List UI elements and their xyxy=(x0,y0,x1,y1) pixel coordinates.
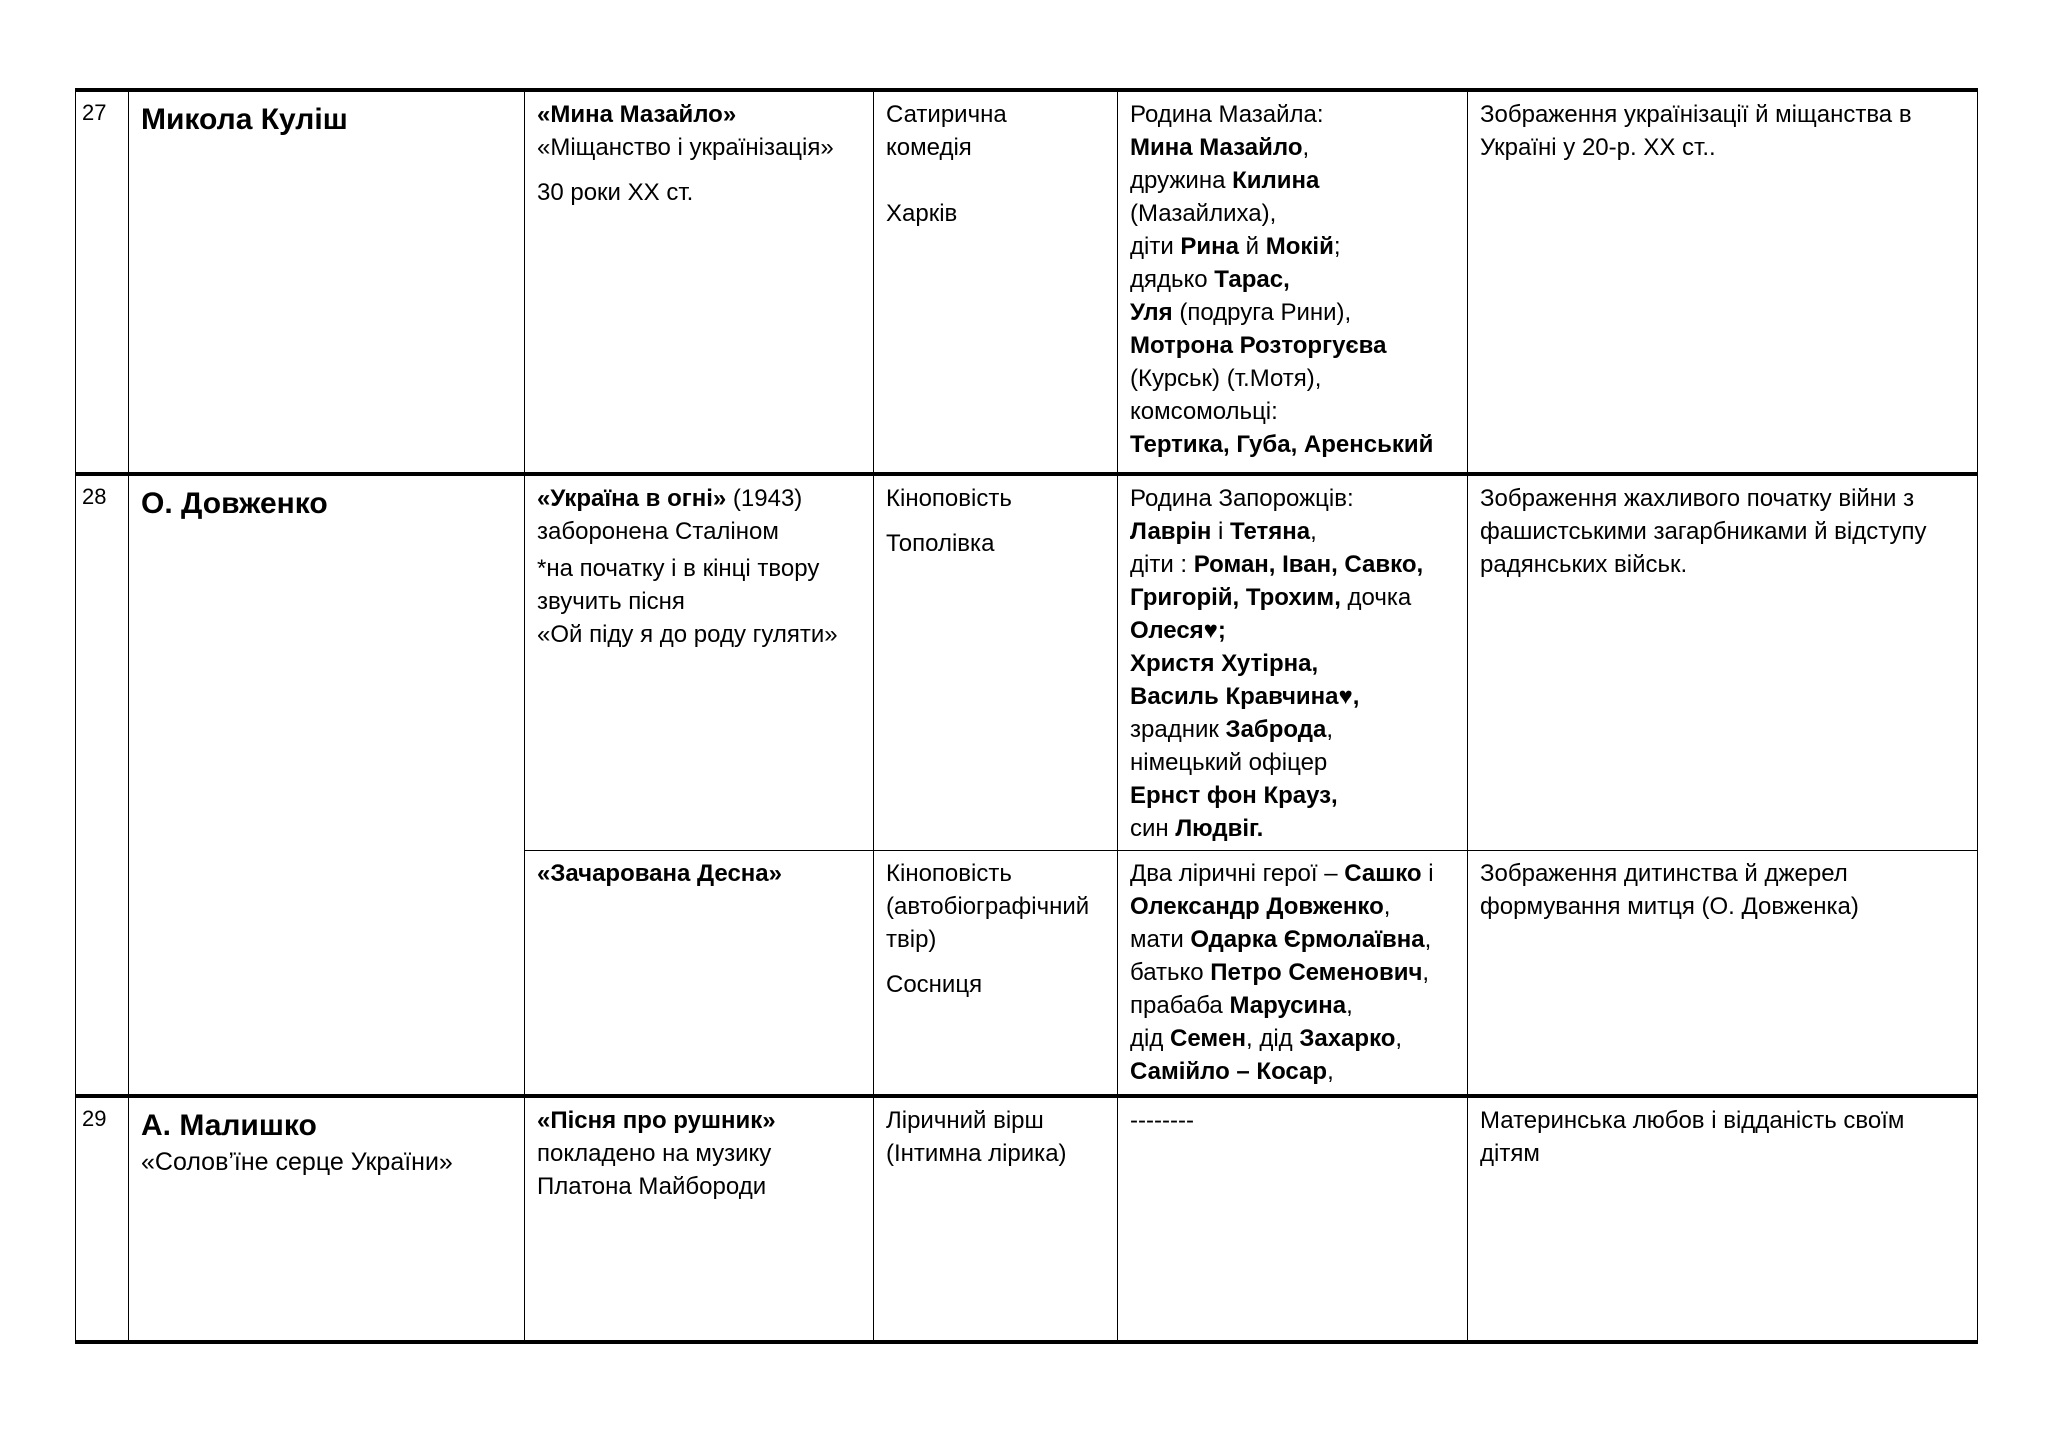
characters-cell xyxy=(1118,1096,1468,1342)
theme-line: фашистськими загарбниками й відступу xyxy=(1480,518,1927,545)
work-cell xyxy=(525,1096,874,1342)
character-line: зрадник Заброда, xyxy=(1130,716,1333,743)
author-cell xyxy=(129,474,525,1096)
character-line: комсомольці: xyxy=(1130,398,1278,425)
author-cell xyxy=(129,90,525,474)
character-line: дід Семен, дід Захарко, xyxy=(1130,1024,1403,1052)
work-note: покладено на музику xyxy=(537,1140,772,1167)
character-line: батько Петро Семенович, xyxy=(1130,958,1430,986)
character-line: Олександр Довженко, xyxy=(1130,892,1391,920)
character-line: діти : Роман, Іван, Савко, xyxy=(1130,551,1424,578)
row-number-cell: 28 xyxy=(76,474,129,1096)
character-line: дружина Килина xyxy=(1130,167,1320,194)
character-line: Олеся♥; xyxy=(1130,617,1226,644)
genre-line: Сатирична xyxy=(886,101,1007,128)
character-line: Два ліричні герої – Сашко і xyxy=(1130,859,1434,887)
character-line: Ернст фон Крауз, xyxy=(1130,782,1338,809)
theme-line: Зображення жахливого початку війни з xyxy=(1480,485,1915,512)
character-line: Уля (подруга Рини), xyxy=(1130,299,1352,326)
character-line: Мотрона Розторгуєва xyxy=(1130,332,1387,359)
theme-line: формування митця (О. Довженка) xyxy=(1480,892,1859,920)
work-note: заборонена Сталіном xyxy=(537,518,779,545)
work-note: звучить пісня xyxy=(537,588,685,615)
genre-line: (Інтимна лірика) xyxy=(886,1140,1067,1167)
table-row xyxy=(76,1096,1978,1342)
character-line: німецький офіцер xyxy=(1130,749,1328,776)
author-cell xyxy=(129,1096,525,1342)
genre-line: твір) xyxy=(886,925,937,953)
theme-cell xyxy=(1468,90,1978,474)
theme-cell xyxy=(1468,474,1978,850)
row-number-cell: 29 xyxy=(76,1096,129,1342)
character-line: Тертика, Губа, Аренський xyxy=(1130,431,1434,458)
character-line: дядько Тарас, xyxy=(1130,266,1290,293)
work-title: «Мина Мазайло» xyxy=(537,101,737,128)
character-line: Родина Мазайла: xyxy=(1130,101,1324,128)
character-line: -------- xyxy=(1130,1107,1194,1134)
characters-cell xyxy=(1118,90,1468,474)
work-subtitle: «Міщанство і українізація» xyxy=(537,134,834,161)
setting-place: Харків xyxy=(886,200,958,227)
author-name: Микола Куліш xyxy=(141,103,348,136)
setting-place: Сосниця xyxy=(886,970,983,998)
character-line: Лаврін і Тетяна, xyxy=(1130,518,1317,545)
theme-line: Зображення українізації й міщанства в xyxy=(1480,101,1912,128)
literature-table xyxy=(75,88,1978,1344)
genre-cell xyxy=(874,474,1118,850)
work-period: 30 роки ХХ ст. xyxy=(537,179,694,206)
character-line: Григорій, Трохим, дочка xyxy=(1130,584,1412,611)
genre-line: комедія xyxy=(886,134,972,161)
theme-line: Зображення дитинства й джерел xyxy=(1480,859,1848,887)
character-line: Христя Хутірна, xyxy=(1130,650,1319,677)
theme-line: радянських військ. xyxy=(1480,551,1688,578)
genre-line: Кіноповість xyxy=(886,859,1012,887)
character-line: прабаба Марусина, xyxy=(1130,991,1353,1019)
character-line: Василь Кравчина♥, xyxy=(1130,683,1360,710)
work-note: *на початку і в кінці твору xyxy=(537,555,820,582)
genre-cell xyxy=(874,90,1118,474)
table-row xyxy=(76,90,1978,474)
theme-line: Україні у 20-р. ХХ ст.. xyxy=(1480,134,1716,161)
work-title: «Зачарована Десна» xyxy=(537,859,782,887)
character-line: Мина Мазайло, xyxy=(1130,134,1310,161)
character-line: Самійло – Косар, xyxy=(1130,1057,1334,1085)
genre-line: Ліричний вірш xyxy=(886,1107,1044,1134)
author-name: А. Малишко xyxy=(141,1109,317,1142)
author-epithet: «Солов’їне серце України» xyxy=(141,1148,453,1176)
work-cell xyxy=(525,850,874,1096)
setting-place: Тополівка xyxy=(886,530,995,557)
character-line: (Мазайлиха), xyxy=(1130,200,1277,227)
work-title: «Пісня про рушник» xyxy=(537,1107,776,1134)
character-line: (Курськ) (т.Мотя), xyxy=(1130,365,1322,392)
work-title: «Україна в огні» (1943) xyxy=(537,485,803,512)
character-line: Родина Запорожців: xyxy=(1130,485,1354,512)
work-cell xyxy=(525,474,874,850)
theme-line: дітям xyxy=(1480,1140,1540,1167)
character-line: син Людвіг. xyxy=(1130,815,1264,842)
character-line: мати Одарка Єрмолаївна, xyxy=(1130,925,1432,953)
work-cell xyxy=(525,90,874,474)
genre-cell xyxy=(874,850,1118,1096)
genre-line: Кіноповість xyxy=(886,485,1012,512)
table-row xyxy=(76,474,1978,850)
character-line: діти Рина й Мокій; xyxy=(1130,233,1341,260)
work-note: Платона Майбороди xyxy=(537,1173,767,1200)
theme-cell xyxy=(1468,850,1978,1096)
genre-line: (автобіографічний xyxy=(886,892,1090,920)
genre-cell xyxy=(874,1096,1118,1342)
row-number-cell: 27 xyxy=(76,90,129,474)
characters-cell xyxy=(1118,474,1468,850)
author-name: О. Довженко xyxy=(141,487,328,520)
theme-cell xyxy=(1468,1096,1978,1342)
characters-cell xyxy=(1118,850,1468,1096)
work-note: «Ой піду я до роду гуляти» xyxy=(537,621,838,648)
theme-line: Материнська любов і відданість своїм xyxy=(1480,1107,1905,1134)
